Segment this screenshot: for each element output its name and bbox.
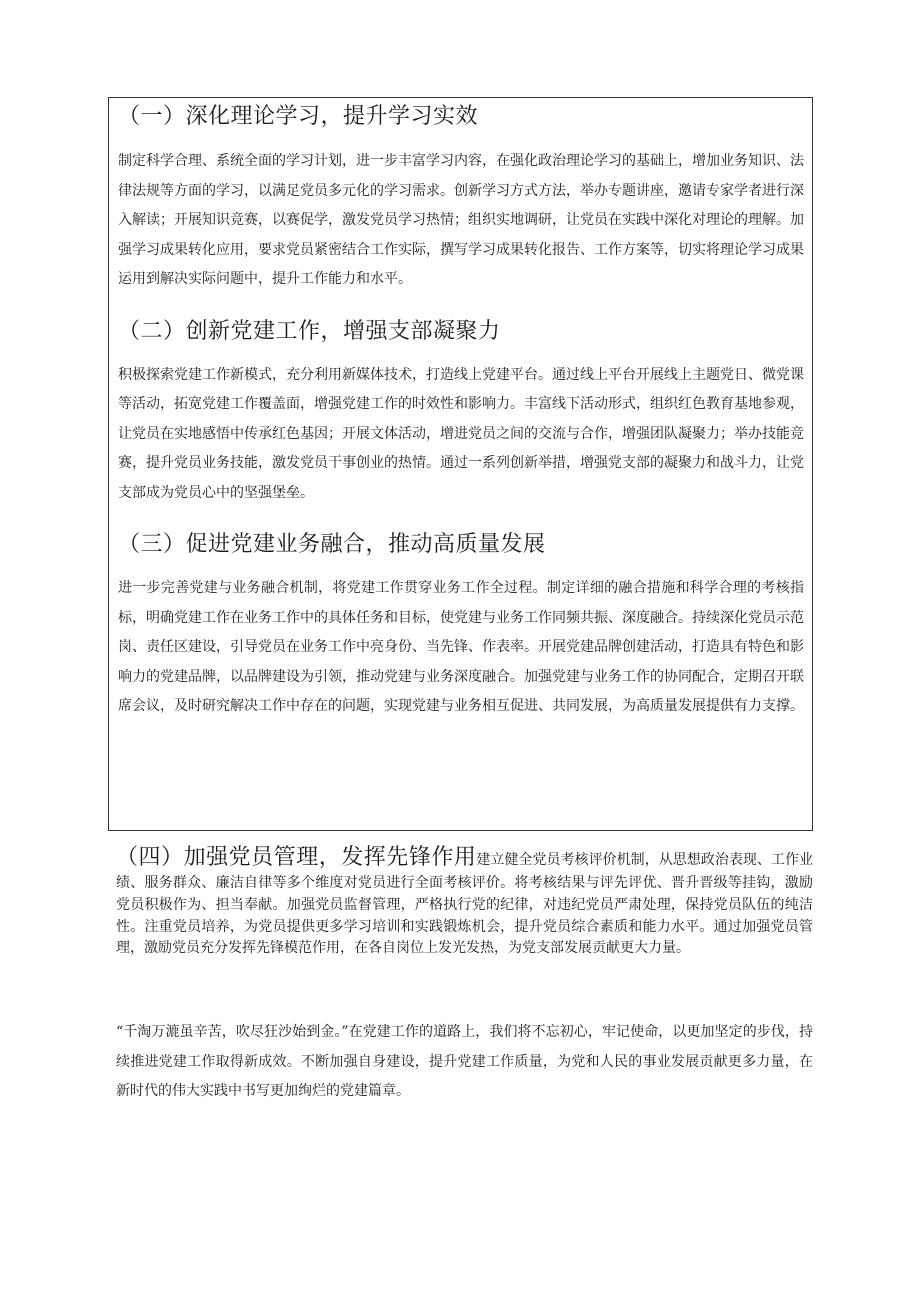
closing-paragraph: “千淘万漉虽辛苦，吹尽狂沙始到金。”在党建工作的道路上，我们将不忘初心，牢记使命，以更加坚定的步伐，持续推进党建工作取得新成效。不断加强自身建设，提升党建工作质量，为党和人民的事业发展贡献更多力量，在新时代的伟大实践中书写更加绚烂的党建篇章。 (116, 1024, 813, 1099)
section-1-body: 制定科学合理、系统全面的学习计划，进一步丰富学习内容，在强化政治理论学习的基础上，增加业务知识、法律法规等方面的学习，以满足党员多元化的学习需求。创新学习方式方法，举办专题讲座，邀请专家学者进行深入解读；开展知识竞赛，以赛促学，激发党员学习热情；组织实地调研，让党员在实践中深化对理论的理解。加强学习成果转化应用，要求党员紧密结合工作实际，撰写学习成果转化报告、工作方案等，切实将理论学习成果运用到解决实际问题中，提升工作能力和水平。 (118, 153, 804, 287)
bordered-sections-box (108, 97, 813, 831)
section-2-body: 积极探索党建工作新模式，充分利用新媒体技术，打造线上党建平台。通过线上平台开展线上主题党日、微党课等活动，拓宽党建工作覆盖面，增强党建工作的时效性和影响力。丰富线下活动形式，组织红色教育基地参观，让党员在实地感悟中传承红色基因；开展文体活动，增进党员之间的交流与合作，增强团队凝聚力；举办技能竞赛，提升党员业务技能，激发党员干事创业的热情。通过一系列创新举措，增强党支部的凝聚力和战斗力，让党支部成为党员心中的坚强堡垒。 (118, 366, 804, 501)
section-4-body: 建立健全党员考核评价机制，从思想政治表现、工作业绩、服务群众、廉洁自律等多个维度对党员进行全面考核评价。将考核结果与评先评优、晋升晋级等挂钩，激励党员积极作为、担当奉献。加强党员监督管理，严格执行党的纪律，对违纪党员严肃处理，保持党员队伍的纯洁性。注重党员培养，为党员提供更多学习培训和实践锻炼机会，提升党员综合素质和能力水平。通过加强党员管理，激励党员充分发挥先锋模范作用，在各自岗位上发光发热，为党支部发展贡献更大力量。 (116, 852, 813, 957)
section-4 (116, 843, 813, 960)
section-3-heading: （三）促进党建业务融合，推动高质量发展 (118, 532, 546, 557)
section-2-heading: （二）创新党建工作，增强支部凝聚力 (118, 318, 501, 344)
section-1-heading: （一）深化理论学习，提升学习实效 (118, 104, 479, 129)
section-3-body: 进一步完善党建与业务融合机制，将党建工作贯穿业务工作全过程。制定详细的融合措施和科学合理的考核指标，明确党建工作在业务工作中的具体任务和目标，使党建与业务工作同频共振、深度融合。持续深化党员示范岗、责任区建设，引导党员在业务工作中亮身份、当先锋、作表率。开展党建品牌创建活动，打造具有特色和影响力的党建品牌，以品牌建设为引领，推动党建与业务深度融合。加强党建与业务工作的协同配合，定期召开联席会议，及时研究解决工作中存在的问题，实现党建与业务相互促进、共同发展，为高质量发展提供有力支撑。 (118, 580, 804, 714)
section-4-heading: （四）加强党员管理，发挥先锋作用 (116, 845, 477, 870)
section-4-paragraph (116, 843, 813, 960)
closing-section (116, 1018, 813, 1107)
